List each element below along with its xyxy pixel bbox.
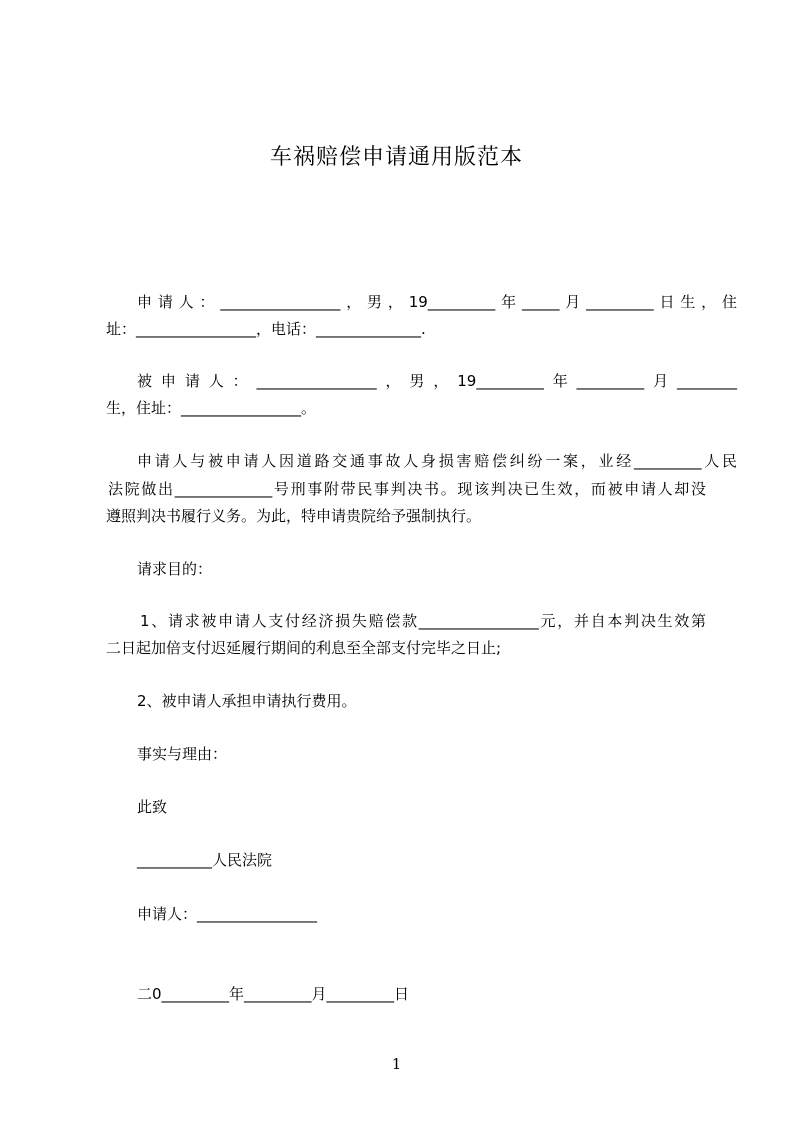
body-line-1: 申请人与被申请人因道路交通事故人身损害赔偿纠纷一案，业经_________人民 [137,452,737,470]
respondent-line-2: 生，住址：________________。 [106,399,317,417]
applicant-line-2: 址：________________，电话：______________. [106,320,426,338]
salutation: 此致 [137,798,168,816]
applicant-signature: 申请人：________________ [137,905,318,923]
facts-heading: 事实与理由： [137,745,228,763]
request-1-line-2: 二日起加倍支付迟延履行期间的利息至全部支付完毕之日止; [106,639,502,657]
body-line-3: 遵照判决书履行义务。为此，特申请贵院给予强制执行。 [106,507,482,525]
page-number: 1 [391,1055,402,1073]
respondent-line-1: 被申请人：________________，男，19_________年_________月________ [137,372,737,390]
body-line-2: 法院做出_____________号刑事附带民事判决书。现该判决已生效，而被申请人却没 [108,480,706,498]
court-name: __________人民法院 [137,851,273,869]
request-heading: 请求目的： [137,560,213,578]
request-1-line-1: 1、请求被申请人支付经济损失赔偿款________________元，并自本判决生效第 [140,612,706,630]
document-title: 车祸赔偿申请通用版范本 [269,145,523,170]
applicant-line-1: 申请人：________________，男，19_________年_____月_________日生，住 [137,293,737,311]
request-2: 2、被申请人承担申请执行费用。 [137,692,357,710]
date-line: 二0_________年_________月_________日 [137,985,410,1003]
